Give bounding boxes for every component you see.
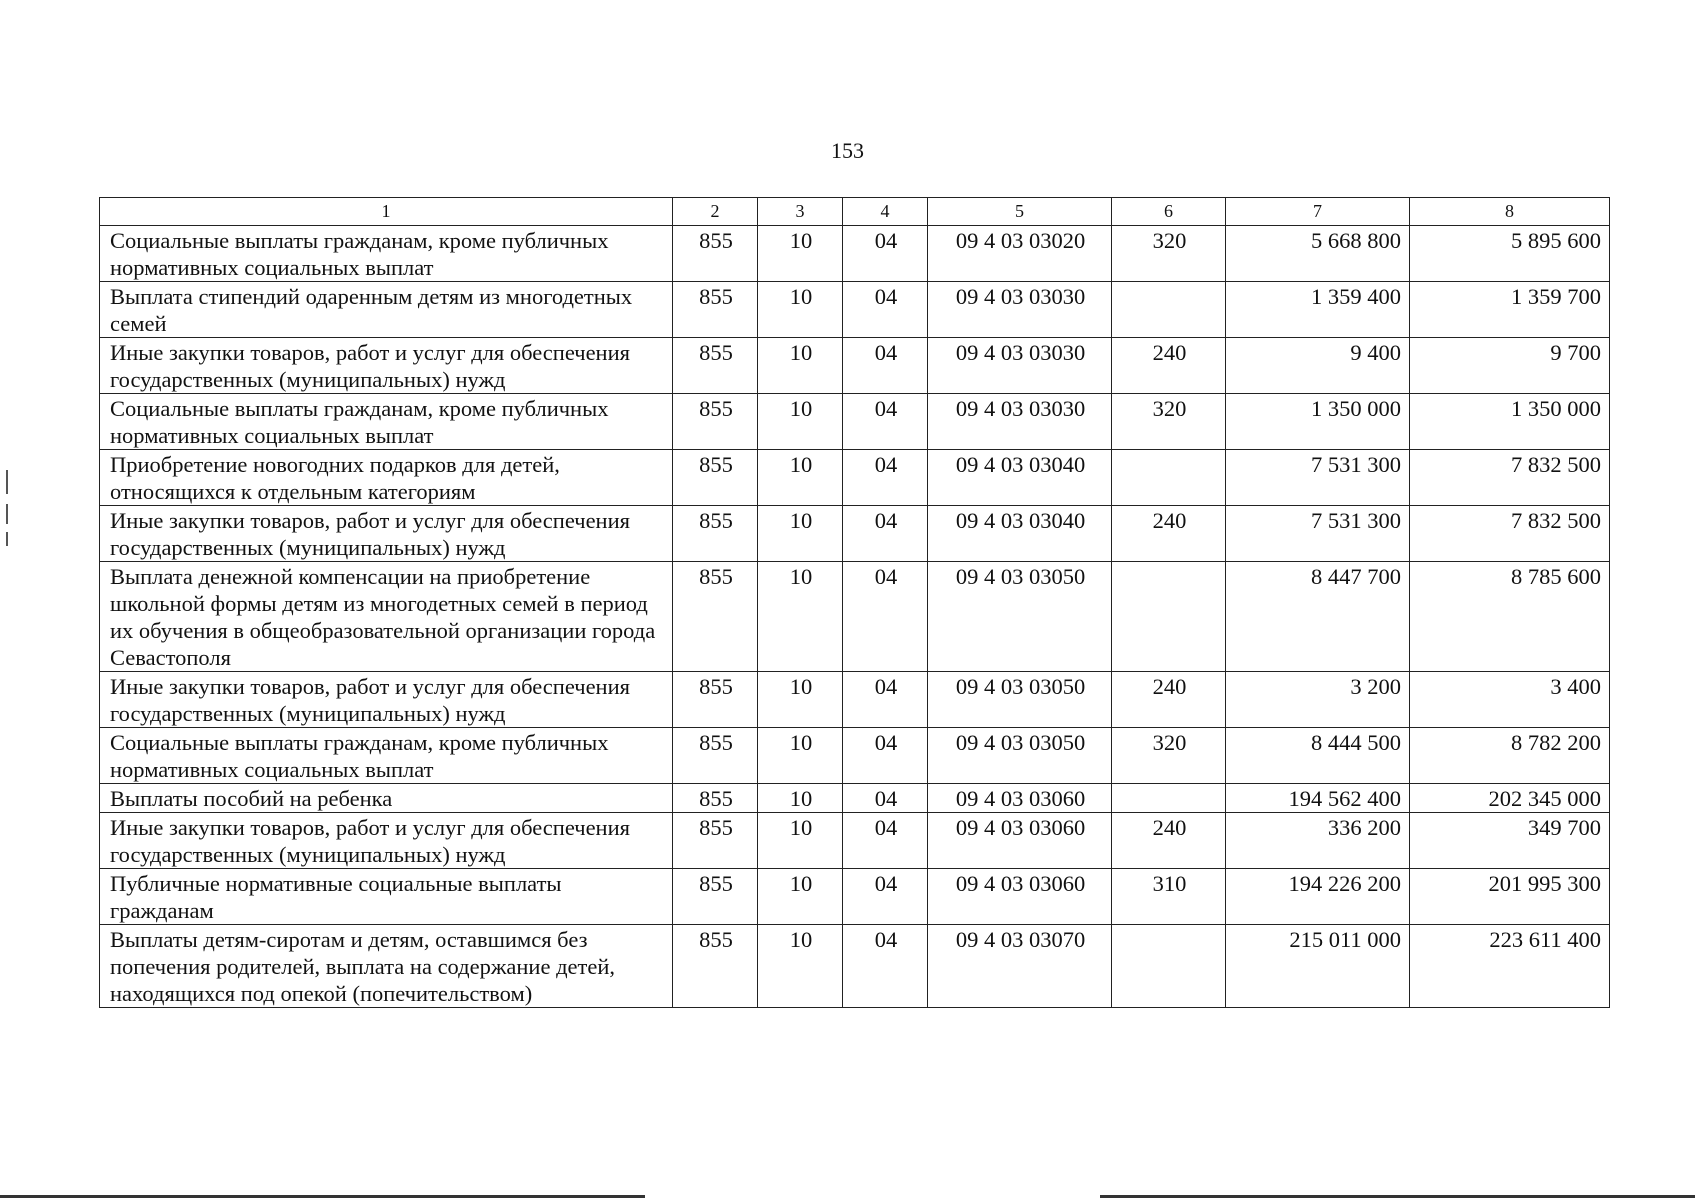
column-header: 6 xyxy=(1112,198,1226,226)
cell-code-col5: 09 4 03 03040 xyxy=(928,450,1112,506)
cell-amount-col8: 201 995 300 xyxy=(1410,869,1610,925)
cell-code-col4: 04 xyxy=(843,450,928,506)
cell-amount-col7: 7 531 300 xyxy=(1226,450,1410,506)
cell-code-col2: 855 xyxy=(673,226,758,282)
cell-code-col6: 320 xyxy=(1112,728,1226,784)
cell-code-col5: 09 4 03 03050 xyxy=(928,672,1112,728)
budget-table xyxy=(99,197,1610,1008)
table-row xyxy=(100,226,1610,282)
cell-code-col3: 10 xyxy=(758,728,843,784)
row-description: Иные закупки товаров, работ и услуг для обеспечения государственных (муниципальных) нужд xyxy=(100,813,673,869)
cell-amount-col8: 1 359 700 xyxy=(1410,282,1610,338)
cell-code-col3: 10 xyxy=(758,672,843,728)
cell-code-col2: 855 xyxy=(673,338,758,394)
cell-amount-col7: 194 562 400 xyxy=(1226,784,1410,813)
scan-margin-mark xyxy=(6,470,8,494)
cell-code-col2: 855 xyxy=(673,394,758,450)
cell-code-col6 xyxy=(1112,925,1226,1008)
cell-code-col4: 04 xyxy=(843,784,928,813)
column-header: 8 xyxy=(1410,198,1610,226)
cell-code-col5: 09 4 03 03060 xyxy=(928,784,1112,813)
cell-code-col2: 855 xyxy=(673,282,758,338)
cell-amount-col8: 5 895 600 xyxy=(1410,226,1610,282)
row-description: Социальные выплаты гражданам, кроме публичных нормативных социальных выплат xyxy=(100,394,673,450)
table-header xyxy=(100,198,1610,226)
column-header: 5 xyxy=(928,198,1112,226)
cell-code-col4: 04 xyxy=(843,338,928,394)
table-row xyxy=(100,672,1610,728)
cell-amount-col7: 9 400 xyxy=(1226,338,1410,394)
row-description: Социальные выплаты гражданам, кроме публичных нормативных социальных выплат xyxy=(100,226,673,282)
cell-code-col2: 855 xyxy=(673,562,758,672)
cell-amount-col8: 7 832 500 xyxy=(1410,506,1610,562)
cell-code-col6: 240 xyxy=(1112,672,1226,728)
row-description: Иные закупки товаров, работ и услуг для обеспечения государственных (муниципальных) нужд xyxy=(100,338,673,394)
cell-code-col6: 320 xyxy=(1112,226,1226,282)
cell-code-col6: 320 xyxy=(1112,394,1226,450)
column-header: 3 xyxy=(758,198,843,226)
cell-amount-col8: 349 700 xyxy=(1410,813,1610,869)
cell-code-col4: 04 xyxy=(843,869,928,925)
bottom-rule-left xyxy=(0,1195,645,1198)
column-header: 7 xyxy=(1226,198,1410,226)
cell-code-col3: 10 xyxy=(758,506,843,562)
cell-code-col6 xyxy=(1112,784,1226,813)
cell-code-col4: 04 xyxy=(843,813,928,869)
column-header: 1 xyxy=(100,198,673,226)
cell-code-col3: 10 xyxy=(758,813,843,869)
page-number: 153 xyxy=(831,138,864,163)
cell-code-col3: 10 xyxy=(758,450,843,506)
table-row xyxy=(100,562,1610,672)
cell-amount-col7: 8 444 500 xyxy=(1226,728,1410,784)
table-row xyxy=(100,282,1610,338)
scan-margin-mark xyxy=(6,532,8,546)
cell-code-col3: 10 xyxy=(758,226,843,282)
row-description: Иные закупки товаров, работ и услуг для обеспечения государственных (муниципальных) нужд xyxy=(100,506,673,562)
table-row xyxy=(100,506,1610,562)
cell-code-col4: 04 xyxy=(843,394,928,450)
cell-code-col5: 09 4 03 03030 xyxy=(928,282,1112,338)
cell-code-col3: 10 xyxy=(758,394,843,450)
cell-amount-col8: 1 350 000 xyxy=(1410,394,1610,450)
scan-margin-mark xyxy=(6,504,8,524)
cell-code-col2: 855 xyxy=(673,672,758,728)
table-row xyxy=(100,784,1610,813)
cell-code-col6 xyxy=(1112,282,1226,338)
table-row xyxy=(100,925,1610,1008)
cell-amount-col8: 3 400 xyxy=(1410,672,1610,728)
row-description: Выплаты пособий на ребенка xyxy=(100,784,673,813)
table-row xyxy=(100,728,1610,784)
cell-code-col4: 04 xyxy=(843,672,928,728)
table-body xyxy=(100,226,1610,1008)
cell-amount-col7: 194 226 200 xyxy=(1226,869,1410,925)
cell-amount-col7: 1 350 000 xyxy=(1226,394,1410,450)
cell-code-col3: 10 xyxy=(758,784,843,813)
cell-code-col5: 09 4 03 03050 xyxy=(928,728,1112,784)
cell-code-col4: 04 xyxy=(843,728,928,784)
cell-amount-col8: 223 611 400 xyxy=(1410,925,1610,1008)
cell-code-col6 xyxy=(1112,450,1226,506)
cell-code-col6: 310 xyxy=(1112,869,1226,925)
cell-code-col2: 855 xyxy=(673,925,758,1008)
cell-amount-col8: 202 345 000 xyxy=(1410,784,1610,813)
cell-code-col4: 04 xyxy=(843,925,928,1008)
column-header: 4 xyxy=(843,198,928,226)
row-description: Выплата денежной компенсации на приобретение школьной формы детям из многодетных семей в период их обучения в общеобразовательной организации города Севастополя xyxy=(100,562,673,672)
cell-code-col5: 09 4 03 03050 xyxy=(928,562,1112,672)
cell-code-col4: 04 xyxy=(843,562,928,672)
cell-code-col5: 09 4 03 03060 xyxy=(928,869,1112,925)
bottom-rule-right xyxy=(1100,1195,1695,1198)
cell-code-col4: 04 xyxy=(843,282,928,338)
cell-code-col4: 04 xyxy=(843,226,928,282)
table-row xyxy=(100,450,1610,506)
cell-code-col2: 855 xyxy=(673,450,758,506)
row-description: Иные закупки товаров, работ и услуг для обеспечения государственных (муниципальных) нужд xyxy=(100,672,673,728)
cell-code-col2: 855 xyxy=(673,728,758,784)
cell-code-col5: 09 4 03 03040 xyxy=(928,506,1112,562)
cell-amount-col7: 336 200 xyxy=(1226,813,1410,869)
cell-code-col5: 09 4 03 03030 xyxy=(928,338,1112,394)
table-row xyxy=(100,869,1610,925)
cell-code-col6: 240 xyxy=(1112,506,1226,562)
cell-code-col5: 09 4 03 03020 xyxy=(928,226,1112,282)
table-row xyxy=(100,338,1610,394)
cell-amount-col8: 8 782 200 xyxy=(1410,728,1610,784)
cell-code-col2: 855 xyxy=(673,506,758,562)
cell-code-col6 xyxy=(1112,562,1226,672)
cell-code-col2: 855 xyxy=(673,869,758,925)
cell-code-col3: 10 xyxy=(758,282,843,338)
cell-amount-col8: 8 785 600 xyxy=(1410,562,1610,672)
cell-code-col2: 855 xyxy=(673,784,758,813)
cell-code-col4: 04 xyxy=(843,506,928,562)
cell-amount-col7: 8 447 700 xyxy=(1226,562,1410,672)
row-description: Выплаты детям-сиротам и детям, оставшимся без попечения родителей, выплата на содержание детей, находящихся под опекой (попечительством) xyxy=(100,925,673,1008)
cell-amount-col8: 7 832 500 xyxy=(1410,450,1610,506)
cell-code-col2: 855 xyxy=(673,813,758,869)
cell-amount-col7: 5 668 800 xyxy=(1226,226,1410,282)
cell-amount-col7: 7 531 300 xyxy=(1226,506,1410,562)
cell-code-col3: 10 xyxy=(758,869,843,925)
row-description: Выплата стипендий одаренным детям из многодетных семей xyxy=(100,282,673,338)
table-row xyxy=(100,813,1610,869)
row-description: Публичные нормативные социальные выплаты гражданам xyxy=(100,869,673,925)
cell-code-col5: 09 4 03 03060 xyxy=(928,813,1112,869)
cell-amount-col7: 215 011 000 xyxy=(1226,925,1410,1008)
cell-code-col3: 10 xyxy=(758,562,843,672)
column-header: 2 xyxy=(673,198,758,226)
header-row xyxy=(100,198,1610,226)
cell-code-col3: 10 xyxy=(758,925,843,1008)
cell-amount-col7: 1 359 400 xyxy=(1226,282,1410,338)
row-description: Приобретение новогодних подарков для детей, относящихся к отдельным категориям xyxy=(100,450,673,506)
cell-amount-col7: 3 200 xyxy=(1226,672,1410,728)
table-row xyxy=(100,394,1610,450)
cell-code-col6: 240 xyxy=(1112,813,1226,869)
cell-code-col5: 09 4 03 03070 xyxy=(928,925,1112,1008)
cell-code-col6: 240 xyxy=(1112,338,1226,394)
cell-code-col3: 10 xyxy=(758,338,843,394)
cell-code-col5: 09 4 03 03030 xyxy=(928,394,1112,450)
cell-amount-col8: 9 700 xyxy=(1410,338,1610,394)
row-description: Социальные выплаты гражданам, кроме публичных нормативных социальных выплат xyxy=(100,728,673,784)
